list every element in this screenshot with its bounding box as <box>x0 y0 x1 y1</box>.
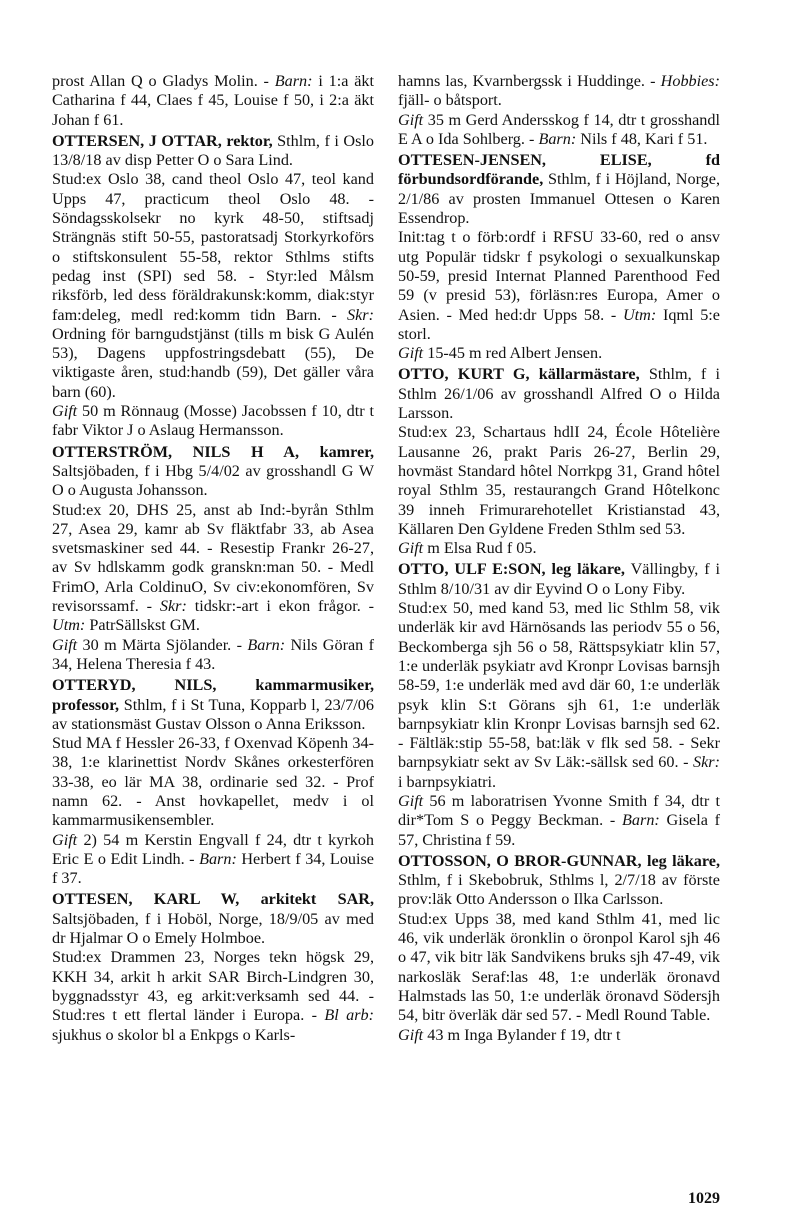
entry-continuation: prost Allan Q o Gladys Molin. - Barn: i 1:a äkt Catharina f 44, Claes f 45, Louise f 50, i 2:a äkt Johan f 61. <box>52 72 374 129</box>
entry-career: Stud:ex Drammen 23, Norges tekn högsk 29, KKH 34, arkit h arkit SAR Birch-Lindgren 30, byggnadsstyr 43, eg arkit:verksamh sed 44. - Stud:res t ett flertal länder i Europa. - Bl arb: sjukhus o skolor bl a Enkpgs o Karls- <box>52 948 374 1044</box>
entry-heading-otteryd: OTTERYD, NILS, kammarmusiker, professor, Sthlm, f i St Tuna, Kopparb l, 23/7/06 av stationsmäst Gustav Olsson o Anna Eriksson. <box>52 676 374 733</box>
entry-family: Gift 2) 54 m Kerstin Engvall f 24, dtr t kyrkoh Eric E o Edit Lindh. - Barn: Herbert f 34, Louise f 37. <box>52 830 374 888</box>
entry-career: Stud:ex 50, med kand 53, med lic Sthlm 58, vik underläk kir avd Härnösands las periodv 55 o 56, Beckomberga sjh 56 o 58, Rättspsykiatr klin 57, 1:e underläk psykiatr avd Kronpr Lovisas barnsjh 58-59, 1:e underläk med avd där 60, 1:e underläk psyk klin S:t Görans sjh 61, 1:e underläk barnpsykiatr klin Kronpr Lovisas barnsjh sed 62. - Fältläk:stip 55-58, bat:läk v flk sed 58. - Sekr barnpsykiatr sekt av Sv Läk:-sällsk sed 60. - Skr: i barnpsykiatri. <box>398 599 720 791</box>
entry-heading-ottesen-jensen: OTTESEN-JENSEN, ELISE, fd förbundsordförande, Sthlm, f i Höjland, Norge, 2/1/86 av prosten Immanuel Ottesen o Karen Essendrop. <box>398 151 720 228</box>
entry-career: Stud:ex 20, DHS 25, anst ab Ind:-byrån Sthlm 27, Asea 29, kamr ab Sv fläktfabr 33, ab Asea svetsmaskiner sed 44. - Resestip Frankr 26-27, av Sv hdlskamm godk granskn:man 50. - Medl FrimO, Arla ColdinuO, Sv civ:ekonomfören, Sv revisorssamf. - Skr: tidskr:-art i ekon frågor. - Utm: PatrSällskst GM. <box>52 500 375 635</box>
entry-career: Init:tag t o förb:ordf i RFSU 33-60, red o ansv utg Populär tidskr f psykologi o sexualkunskap 50-59, presid Internat Planned Parenthood Fed 59 (v presid 53), förläsn:res Europa, Amer o Asien. - Med hed:dr Upps 58. - Utm: Iqml 5:e storl. <box>398 228 720 343</box>
entry-family: Gift 15-45 m red Albert Jensen. <box>398 344 603 363</box>
entry-career: Stud:ex 23, Schartaus hdlI 24, École Hôtelière Lausanne 26, prakt Paris 26-27, Berlin 29, hovmäst Standard hôtel Norrkpg 31, Grand hôtel royal Sthlm 35, restaurangch Grand Hôtelkonc 39 inneh Frimurarehotellet Kristianstad 43, Källaren Den Gyldene Freden Sthlm sed 53. <box>398 423 720 538</box>
entry-continuation: hamns las, Kvarnbergssk i Huddinge. - Hobbies: fjäll- o båtsport. <box>398 72 720 110</box>
entry-heading-ottersen: OTTERSEN, J OTTAR, rektor, Sthlm, f i Oslo 13/8/18 av disp Petter O o Sara Lind. <box>52 131 374 170</box>
entry-family: Gift 56 m laboratrisen Yvonne Smith f 34, dtr t dir*Tom S o Peggy Beckman. - Barn: Gisela f 57, Christina f 59. <box>398 791 720 849</box>
right-column <box>398 72 720 1045</box>
entry-heading-otto-ulf: OTTO, ULF E:SON, leg läkare, Vällingby, f i Sthlm 8/10/31 av dir Eyvind O o Lony Fiby. <box>398 560 720 598</box>
page-number: 1029 <box>688 1190 720 1207</box>
entry-heading-otto-kurt: OTTO, KURT G, källarmästare, Sthlm, f i Sthlm 26/1/06 av grosshandl Alfred O o Hilda Larsson. <box>398 365 720 423</box>
entry-heading-ottosson: OTTOSSON, O BROR-GUNNAR, leg läkare, Sthlm, f i Skebobruk, Sthlms l, 2/7/18 av förste prov:läk Otto Andersson o Ilka Carlsson. <box>398 851 720 909</box>
entry-family: Gift m Elsa Rud f 05. <box>398 539 537 558</box>
entry-family: Gift 43 m Inga Bylander f 19, dtr t <box>398 1025 621 1044</box>
entry-career: Stud:ex Oslo 38, cand theol Oslo 47, teol kand Upps 47, practicum theol Oslo 48. - Söndagsskolsekr no kyrk 48-50, stiftsadj Strängnäs stift 50-55, pastoratsadj Storkyrkoförs o stiftskonsulent 55-58, rektor Sthlms stifts pedag inst (SPI) sed 58. - Styr:led Målsm riksförb, led dess föräldrakunsk:komm, diak:styr fam:deleg, medl red:komm tidn Barn. - Skr: Ordning för barngudstjänst (tills m bisk G Aulén 53), Dagens uppfostringsdebatt (55), De viktigaste åren, stud:handb (59), Det gäller våra barn (60). <box>52 170 374 401</box>
entry-heading-otterstrom: OTTERSTRÖM, NILS H A, kamrer, Saltsjöbaden, f i Hbg 5/4/02 av grosshandl G W O o Augusta Johansson. <box>52 442 374 500</box>
entry-family: Gift 35 m Gerd Andersskog f 14, dtr t grosshandl E A o Ida Sohlberg. - Barn: Nils f 48, Kari f 51. <box>398 110 720 148</box>
entry-family: Gift 50 m Rönnaug (Mosse) Jacobssen f 10, dtr t fabr Viktor J o Aslaug Hermansson. <box>52 402 374 440</box>
left-column <box>52 72 374 1045</box>
entry-career: Stud:ex Upps 38, med kand Sthlm 41, med lic 46, vik underläk öronklin o öronpol Karol sjh 46 o 47, vik bitr läk Sandvikens bruks sjh 47-49, vik narkosläk Seraf:las 48, 1:e underläk öronavd Halmstads las 50, 1:e underläk öronavd Södersjh 54, bitr överläk där sed 57. - Medl Round Table. <box>398 909 720 1025</box>
entry-heading-ottesen: OTTESEN, KARL W, arkitekt SAR, Saltsjöbaden, f i Hoböl, Norge, 18/9/05 av med dr Hjalmar O o Emely Holmboe. <box>52 890 374 948</box>
entry-family: Gift 30 m Märta Sjölander. - Barn: Nils Göran f 34, Helena Theresia f 43. <box>52 635 375 673</box>
entry-career: Stud MA f Hessler 26-33, f Oxenvad Köpenh 34-38, 1:e klarinettist Nordv Skånes orkesterfören 33-38, eo lär MA 38, ordinarie sed 32. - Prof namn 62. - Anst hovkapellet, medv i ol kammarmusikensembler. <box>52 734 374 830</box>
